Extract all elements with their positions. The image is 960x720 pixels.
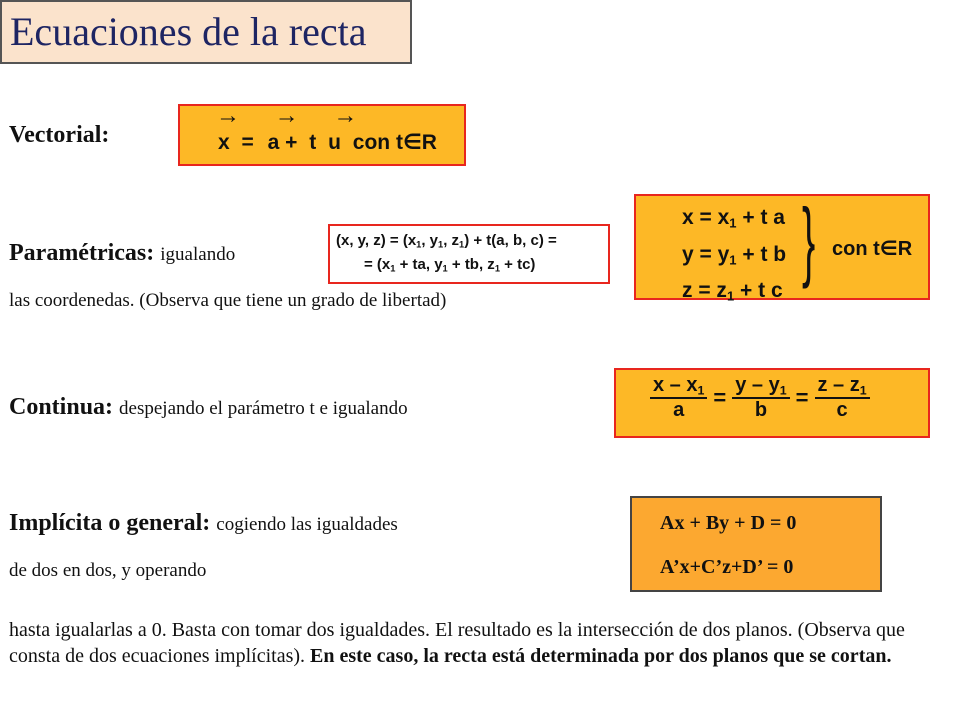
continua-formula: $\frac{x - x_1}{a}$ = $\frac{y - y_1}{b}$ = $\frac{z - z_1}{c}$	[650, 374, 870, 422]
parametricas-desc: igualando	[160, 244, 236, 265]
implicit-equation-2: A’x+C’z+D’ = 0	[660, 556, 794, 578]
conclusion-paragraph	[9, 617, 939, 669]
implicita-formula-box	[630, 496, 882, 592]
conclusion-bold: En este caso, la recta está determinada por dos planos que se cortan.	[310, 645, 892, 667]
parametricas-inline-row2: = ($x_1$ + ta, $y_1$ + tb, $z_1 + tc$)	[364, 256, 536, 274]
system-row-y: $y = y_1 + t$ b	[682, 242, 787, 268]
vectorial-formula: x = a + t u con t∈R	[218, 131, 437, 154]
parametricas-label-row	[9, 240, 235, 267]
implicita-line2: de dos en dos, y operando	[9, 560, 207, 581]
continua-label-row	[9, 394, 408, 421]
vectorial-label: Vectorial:	[9, 122, 110, 148]
system-row-z: $z = z_1 + t$ c	[682, 279, 783, 304]
implicita-label-row	[9, 510, 398, 537]
parametricas-system	[682, 202, 786, 312]
fraction-x: $\frac{x - x_1}{a}$	[650, 374, 707, 422]
parametricas-inline-formula-box	[328, 224, 610, 284]
vectorial-arrows	[216, 102, 357, 130]
system-brace: }	[802, 190, 816, 289]
parametricas-inline-row1: (x, y, $z) = (x_1$, $y_1$, $z_1) + t(a$, b, c) =	[336, 232, 557, 250]
implicit-equation-1: Ax + By + D = 0	[660, 512, 797, 534]
continua-desc: despejando el parámetro t e igualando	[119, 398, 408, 419]
vectorial-formula-box	[178, 104, 466, 166]
implicita-desc: cogiendo las igualdades	[216, 514, 398, 535]
conclusion-text: hasta igualarlas a 0. Basta con tomar dos igualdades. El resultado es la intersección de dos planos. (Observa que consta de dos ecuaciones implícitas).	[9, 619, 905, 667]
implicita-label: Implícita o general:	[9, 510, 211, 536]
title-box	[0, 0, 412, 64]
arrow-x: →	[216, 102, 240, 129]
parametricas-system-box	[634, 190, 930, 304]
continua-formula-box	[614, 368, 930, 438]
page-title: Ecuaciones de la recta	[10, 9, 367, 54]
continua-label: Continua:	[9, 394, 114, 420]
fraction-y: $\frac{y - y_1}{b}$	[732, 374, 789, 422]
arrow-u: →	[333, 102, 358, 129]
parametricas-line2: las coordenedas. (Observa que tiene un grado de libertad)	[9, 290, 447, 311]
fraction-z: $\frac{z - z_1}{c}$	[815, 374, 870, 422]
parametricas-label: Paramétricas:	[9, 240, 155, 266]
system-row-x: $x = x_1 + t$ a	[682, 206, 785, 231]
arrow-a: →	[274, 102, 299, 129]
system-condition: con t∈R	[832, 238, 913, 260]
